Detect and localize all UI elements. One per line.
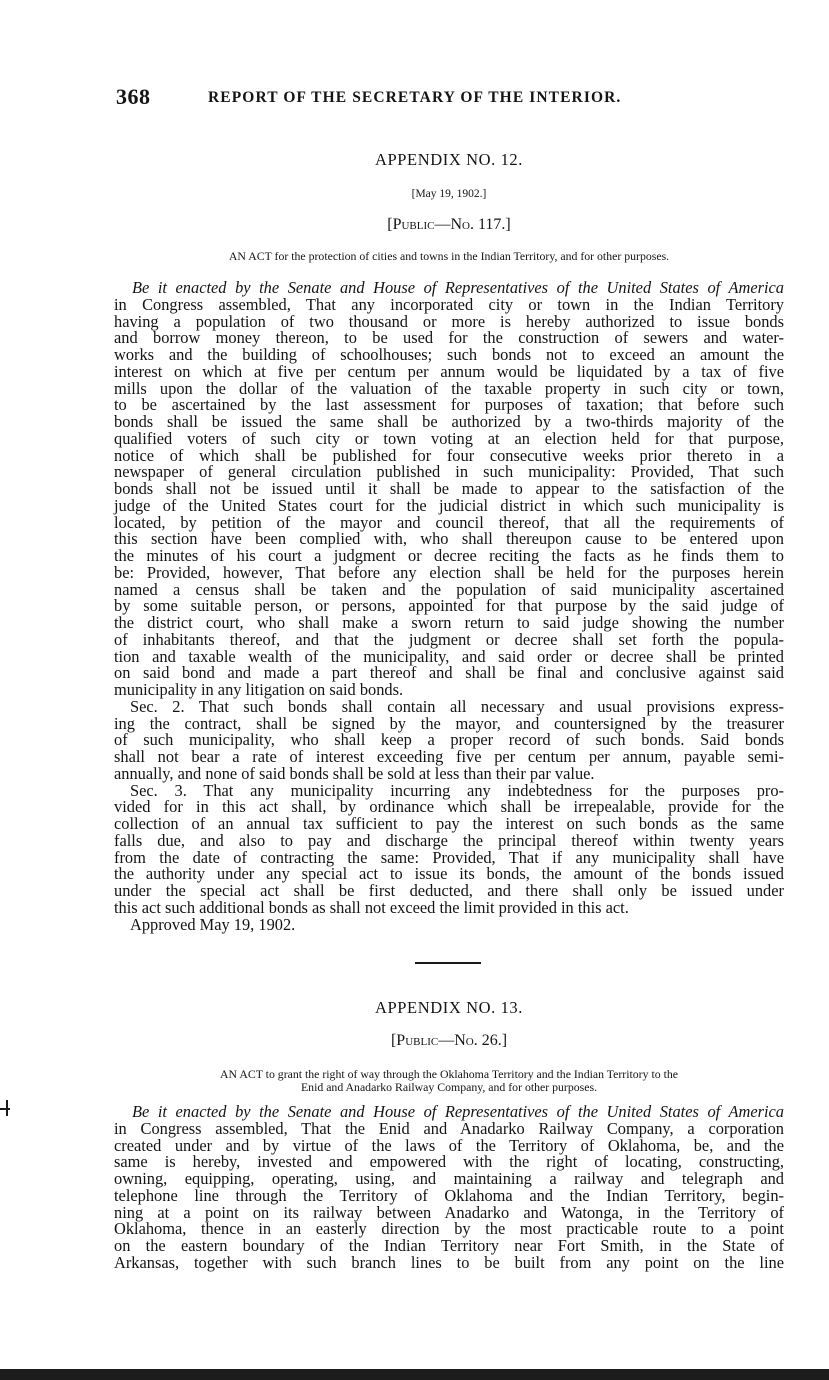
body-line: judge of the United States court for the judicial district in which such municipality is: [114, 495, 784, 515]
body-line: of such municipality, who shall keep a proper record of such bonds. Said bonds: [114, 730, 784, 750]
body-line: ning at a point on its railway between Anadarko and Watonga, in the Territory of: [114, 1202, 784, 1222]
body-line: bonds shall not be issued until it shall be made to appear to the satisfaction of the: [114, 479, 784, 498]
body-line: having a population of two thousand or more is hereby authorized to issue bonds: [114, 311, 784, 331]
body-line: of inhabitants thereof, and that the judgment or decree shall set forth the popula-: [114, 629, 784, 649]
body-line: by some suitable person, or persons, appointed for that purpose by the said judge of: [114, 596, 784, 616]
body-line: this act such additional bonds as shall not exceed the limit provided in this act.: [114, 897, 629, 917]
margin-mark: [0, 1108, 10, 1110]
enacting-clause: Be it enacted by the Senate and House of Representatives of the United States of America: [132, 278, 784, 297]
body-line: falls due, and also to pay and discharge the principal thereof within twenty years: [114, 830, 784, 850]
body-line: owning, equipping, operating, using, and maintaining a railway and telegraph and: [114, 1169, 784, 1188]
section-2-line: Sec. 2. That such bonds shall contain all necessary and usual provisions express-: [130, 696, 784, 716]
body-line: mills upon the dollar of the valuation of the taxable property in such city or town,: [114, 378, 784, 398]
body-line: to be ascertained by the last assessment for purposes of taxation; that before such: [114, 395, 784, 415]
appendix-12-title: APPENDIX NO. 12.: [374, 150, 524, 169]
body-line: in Congress assembled, That the Enid and Anadarko Railway Company, a corporation: [114, 1118, 784, 1138]
body-line: tion and taxable wealth of the municipality, and said order or decree shall be printed: [114, 646, 784, 666]
page-number: 368: [116, 84, 151, 109]
body-line: ing the contract, shall be signed by the mayor, and countersigned by the treasurer: [114, 713, 784, 733]
enacting-clause: Be it enacted by the Senate and House of Representatives of the United States of America: [132, 1102, 784, 1121]
body-line: notice of which shall be published for four consecutive weeks prior thereto in a: [114, 445, 784, 465]
body-line: Oklahoma, thence in an easterly direction by the most practicable route to a point: [114, 1219, 784, 1239]
body-line: on the eastern boundary of the Indian Territory near Fort Smith, in the State of: [114, 1236, 784, 1255]
approval-line: Approved May 19, 1902.: [130, 914, 296, 934]
appendix-12-public-law: [Public—No. 117.]: [387, 216, 511, 233]
body-line: telephone line through the Territory of Oklahoma and the Indian Territory, begin-: [114, 1185, 784, 1205]
body-line: located, by petition of the mayor and council thereof, that all the requirements of: [114, 512, 784, 532]
appendix-13-title: APPENDIX NO. 13.: [374, 998, 524, 1017]
scan-edge: [0, 1369, 829, 1380]
appendix-12-date: [May 19, 1902.]: [411, 188, 487, 200]
appendix-12-body: [114, 280, 784, 933]
body-line: this section have been complied with, who shall thereupon cause to be entered upon: [114, 529, 784, 549]
body-line: the minutes of his court a judgment or decree reciting the facts as he finds them to: [114, 546, 784, 565]
body-line: newspaper of general circulation published in such municipality: Provided, That such: [114, 462, 784, 482]
body-line: interest on which at five per centum per annum would be liquidated by a tax of five: [114, 361, 784, 381]
body-line: qualified voters of such city or town voting at an election held for that purpose,: [114, 428, 784, 448]
body-line: same is hereby, invested and empowered with the right of locating, constructing,: [114, 1152, 784, 1172]
margin-mark: [6, 1100, 8, 1116]
body-line: from the date of contracting the same: Provided, That if any municipality shall have: [114, 847, 784, 867]
act-title-line: AN ACT to grant the right of way through the Oklahoma Territory and the Indian Territory to the: [220, 1067, 678, 1081]
appendix-13-public-law: [Public—No. 26.]: [390, 1032, 508, 1049]
body-line: Arkansas, together with such branch lines to be built from any point on the line: [114, 1252, 784, 1272]
appendix-13-act-title: [114, 1068, 784, 1094]
body-line: and borrow money thereon, to be used for the construction of sewers and water-: [114, 328, 784, 348]
body-line: be: Provided, however, That before any election shall be held for the purposes herein: [114, 562, 784, 582]
body-line: collection of an annual tax sufficient to pay the interest on such bonds as the same: [114, 814, 784, 833]
body-line: vided for in this act shall, by ordinance which shall be irrepealable, provide for the: [114, 797, 784, 817]
section-divider: [415, 962, 481, 964]
body-line: annually, and none of said bonds shall be sold at less than their par value.: [114, 763, 595, 783]
body-line: municipality in any litigation on said bonds.: [114, 680, 404, 699]
body-line: bonds shall be issued the same shall be authorized by a two-thirds majority of the: [114, 412, 784, 431]
body-line: created under and by virtue of the laws of the Territory of Oklahoma, be, and the: [114, 1135, 784, 1155]
body-line: in Congress assembled, That any incorporated city or town in the Indian Territory: [114, 294, 784, 314]
body-line: shall not bear a rate of interest exceeding five per centum per annum, payable semi-: [114, 747, 784, 766]
running-title: REPORT OF THE SECRETARY OF THE INTERIOR.: [208, 89, 622, 106]
body-line: works and the building of schoolhouses; such bonds not to exceed an amount the: [114, 345, 784, 364]
appendix-13-body: [114, 1104, 784, 1272]
body-line: under the special act shall be first deducted, and there shall only be issued under: [114, 881, 784, 900]
body-line: the authority under any special act to issue its bonds, the amount of the bonds issued: [114, 864, 784, 884]
section-3-line: Sec. 3. That any municipality incurring any indebtedness for the purposes pro-: [130, 780, 784, 800]
body-line: on said bond and made a part thereof and shall be final and conclusive against said: [114, 663, 784, 683]
body-line: named a census shall be taken and the population of said municipality ascertained: [114, 579, 784, 599]
page-header: [116, 84, 699, 112]
body-line: the district court, who shall make a sworn return to said judge showing the number: [114, 613, 784, 632]
appendix-12-act-title: AN ACT for the protection of cities and towns in the Indian Territory, and for other purposes.: [228, 249, 670, 263]
act-title-line: Enid and Anadarko Railway Company, and for other purposes.: [300, 1080, 598, 1094]
